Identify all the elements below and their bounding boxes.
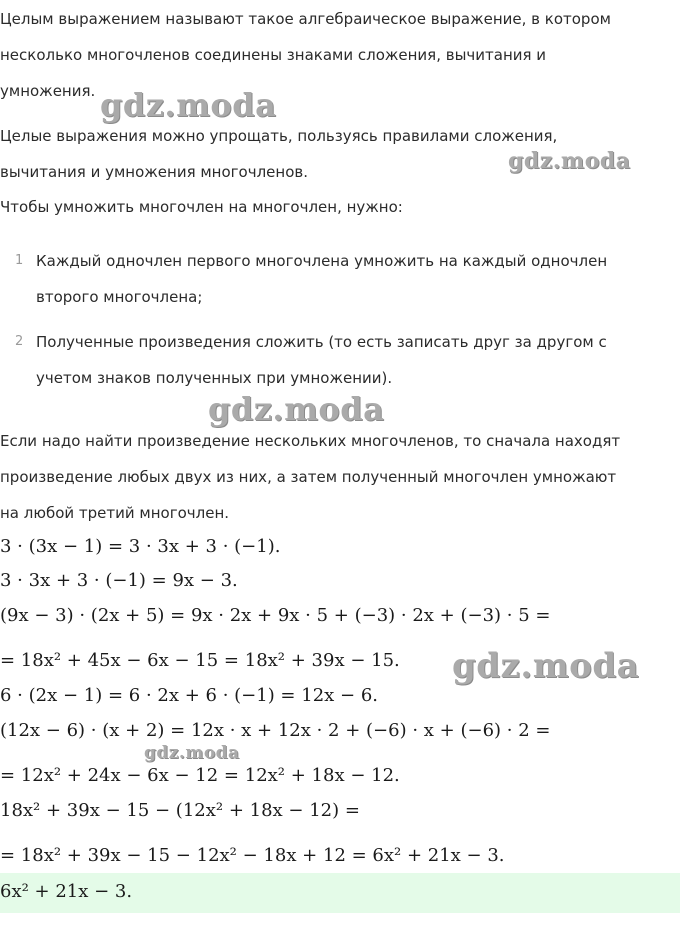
- math-line-5: 6 · (2x − 1) = 6 · 2x + 6 · (−1) = 12x − 6.: [0, 685, 378, 706]
- math-line-6: (12x − 6) · (x + 2) = 12x · x + 12x · 2 + (−6) · x + (−6) · 2 =: [0, 720, 551, 741]
- math-line-8: 18x² + 39x − 15 − (12x² + 18x − 12) =: [0, 800, 360, 821]
- paragraph-simplify-line-1: Целые выражения можно упрощать, пользуясь правилами сложения,: [0, 127, 558, 145]
- paragraph-several-line-3: на любой третий многочлен.: [0, 504, 230, 522]
- list-item-number: 1: [15, 253, 24, 268]
- list-item-text-line-2: второго многочлена;: [36, 288, 203, 306]
- watermark-logo: gdz.moda: [452, 646, 640, 686]
- answer-line: 6x² + 21x − 3.: [0, 881, 133, 902]
- math-line-7: = 12x² + 24x − 6x − 12 = 12x² + 18x − 12.: [0, 765, 400, 786]
- watermark-logo: gdz.moda: [144, 743, 240, 763]
- paragraph-definition-line-1: Целым выражением называют такое алгебраическое выражение, в котором: [0, 10, 611, 28]
- paragraph-several-line-2: произведение любых двух из них, а затем полученный многочлен умножают: [0, 468, 617, 486]
- watermark-logo: gdz.moda: [100, 86, 277, 124]
- paragraph-several-line-1: Если надо найти произведение нескольких многочленов, то сначала находят: [0, 432, 621, 450]
- math-line-4: = 18x² + 45x − 6x − 15 = 18x² + 39x − 15.: [0, 650, 400, 671]
- list-item-text-line-2: учетом знаков полученных при умножении).: [36, 369, 393, 387]
- list-item-text-line-1: Каждый одночлен первого многочлена умножить на каждый одночлен: [36, 252, 608, 270]
- list-item-number: 2: [15, 334, 24, 349]
- math-line-3: (9x − 3) · (2x + 5) = 9x · 2x + 9x · 5 + (−3) · 2x + (−3) · 5 =: [0, 605, 551, 626]
- watermark-logo: gdz.moda: [208, 390, 385, 428]
- paragraph-simplify-line-2: вычитания и умножения многочленов.: [0, 163, 308, 181]
- paragraph-definition-line-2: несколько многочленов соединены знаками сложения, вычитания и: [0, 46, 547, 64]
- math-line-9: = 18x² + 39x − 15 − 12x² − 18x + 12 = 6x² + 21x − 3.: [0, 845, 505, 866]
- paragraph-rule-intro: Чтобы умножить многочлен на многочлен, нужно:: [0, 198, 403, 216]
- math-line-1: 3 · (3x − 1) = 3 · 3x + 3 · (−1).: [0, 536, 281, 557]
- list-item-text-line-1: Полученные произведения сложить (то есть записать друг за другом с: [36, 333, 607, 351]
- paragraph-definition-line-3: умножения.: [0, 82, 96, 100]
- watermark-logo: gdz.moda: [508, 148, 631, 174]
- math-line-2: 3 · 3x + 3 · (−1) = 9x − 3.: [0, 570, 238, 591]
